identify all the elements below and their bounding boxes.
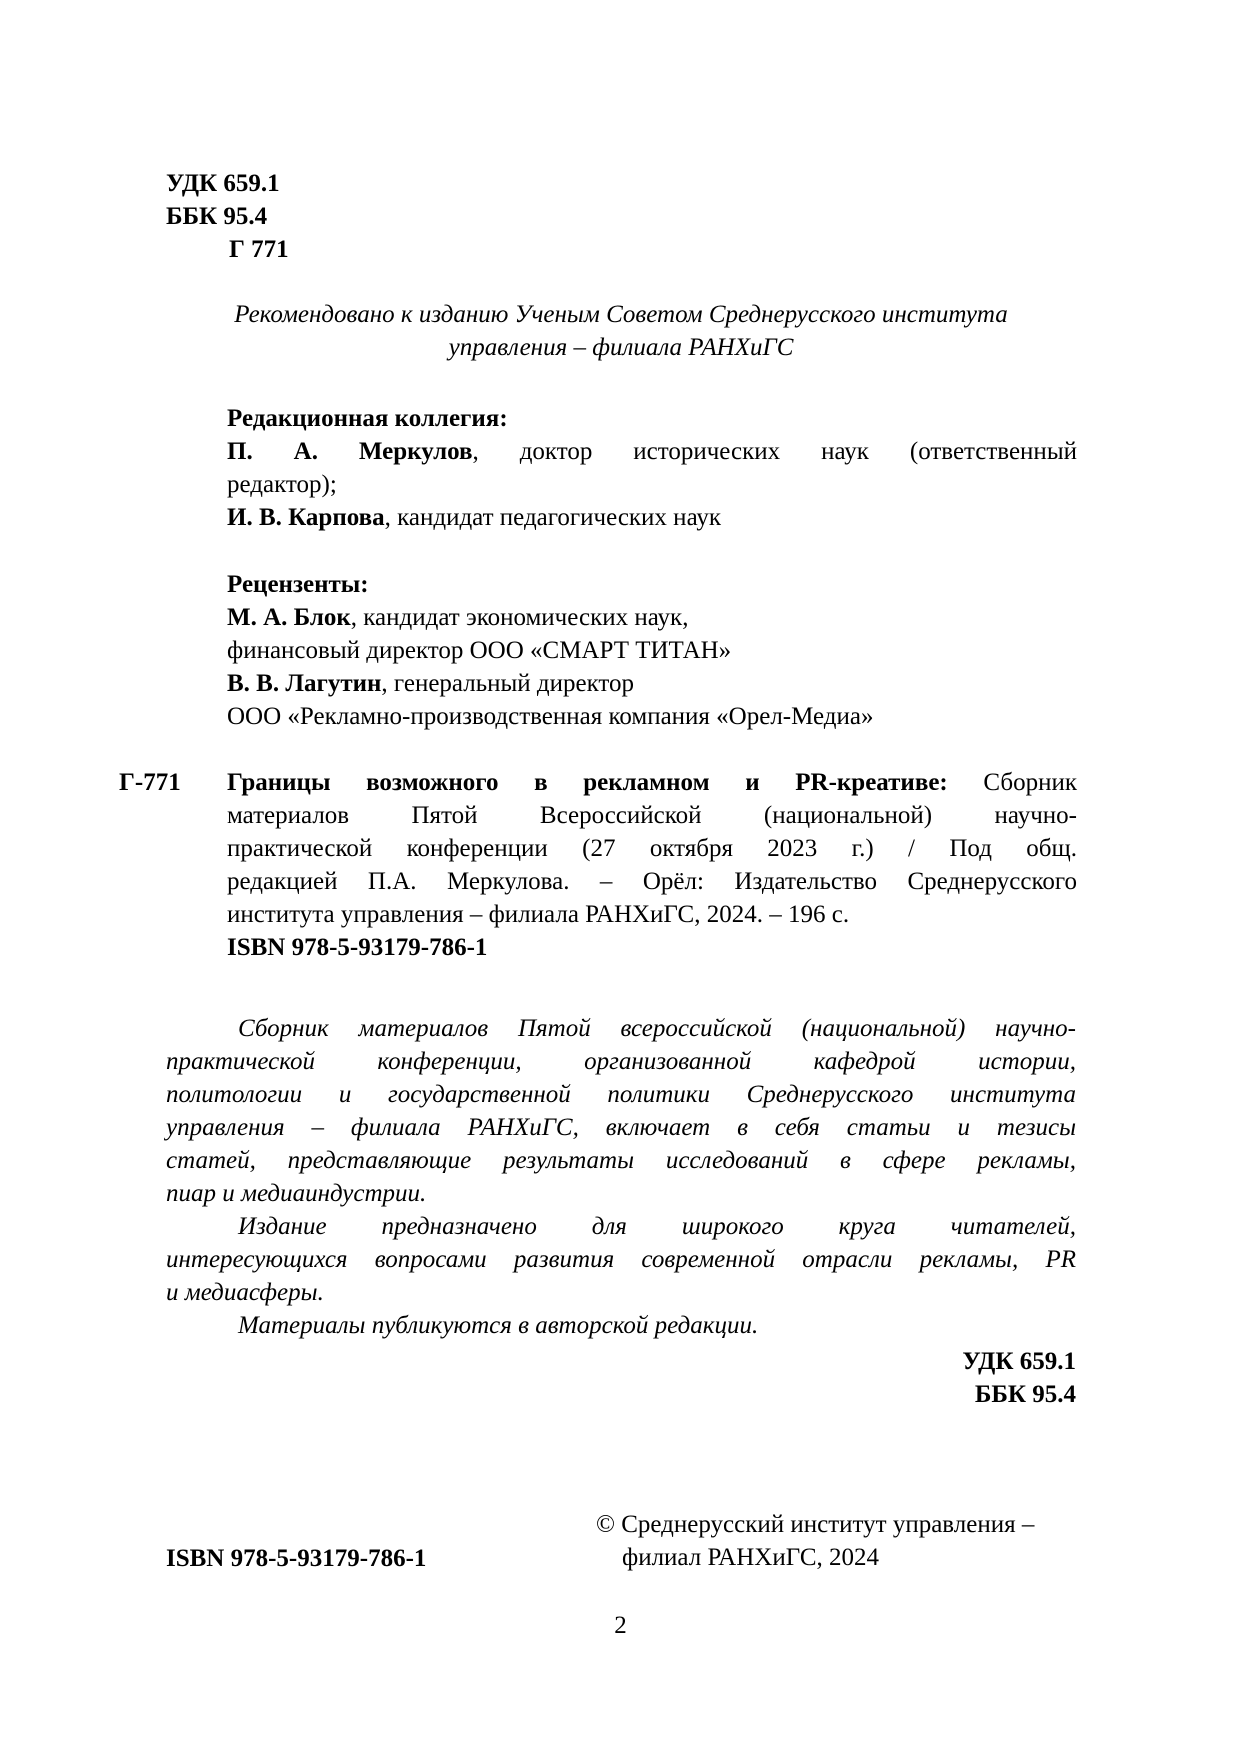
editorial-board <box>227 402 1077 534</box>
annotation <box>166 1012 1076 1342</box>
footer-classification <box>820 1345 1076 1411</box>
annotation-p2-line-3: и медиасферы. <box>166 1279 324 1306</box>
copyright-line-2: филиал РАНХиГС, 2024 <box>622 1544 880 1571</box>
editorial-member-1 <box>227 435 1077 468</box>
reviewers <box>227 568 1077 733</box>
catalog-isbn: ISBN 978-5-93179-786-1 <box>227 934 488 961</box>
reviewers-heading: Рецензенты: <box>227 571 369 598</box>
footer-udk: УДК 659.1 <box>962 1348 1076 1375</box>
editorial-board-heading: Редакционная коллегия: <box>227 405 508 432</box>
copyright <box>596 1508 1086 1574</box>
editorial-member-2-name: И. В. Карпова <box>227 504 385 531</box>
annotation-p1-line-6: пиар и медиаиндустрии. <box>166 1180 427 1207</box>
catalog-title: Границы возможного в рекламном и PR-креативе: <box>227 769 948 796</box>
annotation-p2-line-1: Издание предназначено для широкого круга читателей, <box>238 1213 1076 1240</box>
reviewer-1-role-cont: финансовый директор ООО «СМАРТ ТИТАН» <box>227 637 732 664</box>
annotation-p1-line-2: практической конференции, организованной кафедрой истории, <box>166 1048 1076 1075</box>
reviewer-2-role: , генеральный директор <box>381 670 635 697</box>
editorial-member-2 <box>227 501 1077 534</box>
author-mark: Г 771 <box>229 236 289 263</box>
page-number: 2 <box>614 1612 627 1639</box>
reviewer-2-name: В. В. Лагутин <box>227 670 382 697</box>
annotation-p1-line-5: статей, представляющие результаты исследований в сфере рекламы, <box>166 1147 1076 1174</box>
reviewer-1-name: М. А. Блок <box>227 604 351 631</box>
reviewer-2-role-cont: ООО «Рекламно-производственная компания «Орел-Медиа» <box>227 703 874 730</box>
annotation-p3: Материалы публикуются в авторской редакции. <box>238 1312 759 1339</box>
editorial-member-1-name: П. А. Меркулов <box>227 438 473 465</box>
reviewer-2 <box>227 667 1077 700</box>
annotation-p1-line-3: политологии и государственной политики Среднерусского института <box>166 1081 1076 1108</box>
catalog-line-3: практической конференции (27 октября 2023 г.) / Под общ. <box>227 835 1077 862</box>
catalog-line-5: института управления – филиала РАНХиГС, 2024. – 196 с. <box>227 901 850 928</box>
footer-bbk: ББК 95.4 <box>974 1381 1076 1408</box>
catalog-line-1-text: Сборник <box>983 769 1077 796</box>
annotation-p2-line-2: интересующихся вопросами развития современной отрасли рекламы, PR <box>166 1246 1076 1273</box>
catalog-line-1 <box>227 766 1077 799</box>
editorial-member-1-role: , доктор исторических наук (ответственный <box>472 438 1077 465</box>
catalog-line-4: редакцией П.А. Меркулова. – Орёл: Издательство Среднерусского <box>227 868 1077 895</box>
recommendation-line-1: Рекомендовано к изданию Ученым Советом Среднерусского института <box>234 301 1008 328</box>
reviewer-1-role: , кандидат экономических наук, <box>350 604 689 631</box>
recommendation <box>166 298 1076 364</box>
udk-code: УДК 659.1 <box>166 170 280 197</box>
catalog-line-2: материалов Пятой Всероссийской (национальной) научно- <box>227 802 1077 829</box>
reviewer-1 <box>227 601 1077 634</box>
recommendation-line-2: управления – филиала РАНХиГС <box>448 334 794 361</box>
catalog-mark: Г-771 <box>119 769 181 796</box>
bbk-code: ББК 95.4 <box>166 203 268 230</box>
copyright-line-1: © Среднерусский институт управления – <box>596 1511 1035 1538</box>
editorial-member-1-role-cont: редактор); <box>227 471 337 498</box>
annotation-p1-line-4: управления – филиала РАНХиГС, включает в себя статьи и тезисы <box>166 1114 1076 1141</box>
editorial-member-2-role: , кандидат педагогических наук <box>384 504 722 531</box>
bottom-isbn: ISBN 978-5-93179-786-1 <box>166 1545 427 1572</box>
annotation-p1-line-1: Сборник материалов Пятой всероссийской (национальной) научно- <box>238 1015 1076 1042</box>
catalog-entry <box>227 766 1077 964</box>
